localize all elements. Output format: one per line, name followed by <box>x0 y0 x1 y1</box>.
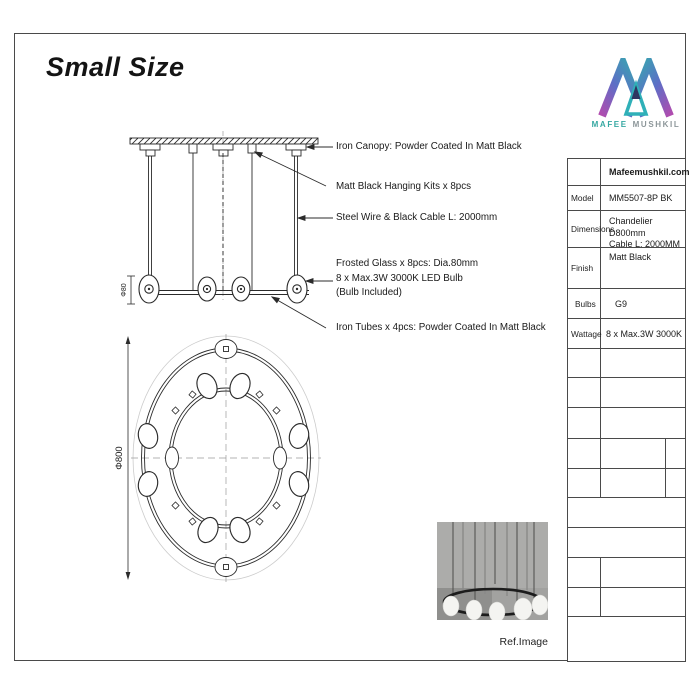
spec-row-model <box>568 186 685 211</box>
spec-row-dimensions <box>568 211 685 248</box>
spec-header-empty-cell <box>568 159 601 185</box>
plan-view <box>114 334 321 582</box>
annotation-steel-wire: Steel Wire & Black Cable L: 2000mm <box>336 212 498 223</box>
spec-row-empty <box>568 498 685 528</box>
spec-row-empty <box>568 349 685 378</box>
brand-word-1: MAFEE <box>591 120 628 129</box>
reference-photo-caption: Ref.Image <box>499 636 548 648</box>
globe-diameter-label: Φ80 <box>121 283 128 297</box>
spec-label-finish: Finish <box>568 248 601 288</box>
spec-table <box>567 158 690 662</box>
spec-label-model: Model <box>568 186 601 210</box>
spec-row-empty <box>568 588 685 617</box>
spec-row-bulbs <box>568 289 685 319</box>
annotation-iron-canopy: Iron Canopy: Powder Coated In Matt Black <box>336 141 522 152</box>
annotation-frosted-glass-line3: (Bulb Included) <box>336 287 402 298</box>
reference-photo <box>437 522 548 620</box>
spec-row-header <box>568 159 690 186</box>
ring-diameter-label: Φ800 <box>114 446 125 470</box>
elevation-view <box>121 131 318 304</box>
spec-value-dimensions <box>601 211 685 247</box>
spec-row-empty <box>568 408 685 439</box>
annotation-hanging-kits: Matt Black Hanging Kits x 8pcs <box>336 181 472 192</box>
spec-label-dimensions: Dimensions <box>568 211 601 247</box>
spec-value-dimensions-line2: Cable L: 2000MM <box>609 239 681 249</box>
dimension-globe-diameter <box>127 276 135 304</box>
annotation-iron-tubes: Iron Tubes x 4pcs: Powder Coated In Matt Black <box>336 322 546 333</box>
spec-value-bulbs: G9 <box>615 298 628 309</box>
spec-label-wattage: Wattage <box>568 319 601 348</box>
spec-row-empty <box>568 528 685 558</box>
spec-row-empty <box>568 439 685 469</box>
spec-value-model: MM5507-8P BK <box>609 193 673 203</box>
annotation-frosted-glass-line1: Frosted Glass x 8pcs: Dia.80mm <box>336 258 479 269</box>
annotation-frosted-glass-line2: 8 x Max.3W 3000K LED Bulb <box>336 272 463 284</box>
spec-row-empty <box>568 378 685 408</box>
brand-word-2: MUSHKIL <box>632 120 681 129</box>
spec-value-wattage: 8 x Max.3W 3000K <box>606 328 683 339</box>
spec-value-dimensions-line1: Chandelier D800mm <box>609 216 653 238</box>
spec-website: Mafeemushkil.com <box>609 167 690 177</box>
spec-row-empty <box>568 558 685 588</box>
annotation-frosted-glass <box>336 257 478 301</box>
page-title: Small Size <box>46 52 185 82</box>
spec-row-wattage <box>568 319 685 349</box>
spec-value-finish: Matt Black <box>609 252 652 262</box>
spec-row-empty <box>568 617 685 661</box>
spec-label-bulbs: Bulbs <box>568 289 601 318</box>
spec-row-empty <box>568 469 685 498</box>
spec-row-finish <box>568 248 685 289</box>
